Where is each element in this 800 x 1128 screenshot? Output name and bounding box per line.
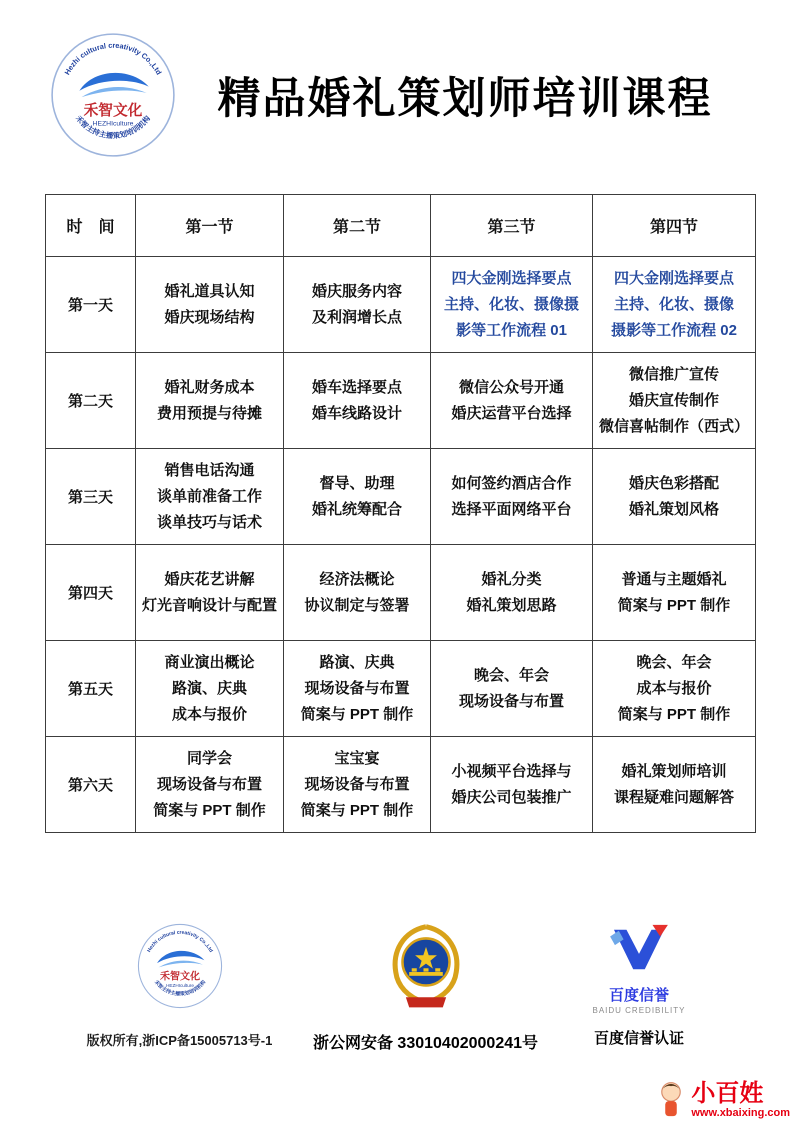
schedule-cell: [284, 545, 431, 641]
logo-arc-bottom-text: 禾智主持主播策划培训机构: [73, 113, 153, 141]
schedule-cell: [136, 257, 284, 353]
row-header-day: 第五天: [46, 641, 136, 737]
schedule-cell: [136, 737, 284, 833]
cell-line: 灯光音响设计与配置: [141, 596, 277, 614]
cell-line: 谈单技巧与话术: [156, 513, 262, 531]
logo-arc-bottom-text: 禾智主持主播策划培训机构: [152, 979, 207, 998]
cell-line: 协议制定与签署: [304, 596, 410, 614]
row-header-day: 第三天: [46, 449, 136, 545]
schedule-cell: [284, 737, 431, 833]
cell-line: 婚礼策划师培训: [621, 762, 727, 780]
cell-line: 婚庆宣传制作: [628, 391, 719, 409]
schedule-cell: [593, 257, 756, 353]
company-logo: [50, 32, 176, 158]
footer-left: [72, 923, 287, 1049]
cell-line: 同学会: [186, 749, 232, 767]
logo-name-text: 禾智文化: [83, 102, 143, 119]
table-row: [46, 545, 756, 641]
cell-line: 简案与 PPT 制作: [300, 705, 414, 723]
footer: [0, 923, 800, 1053]
baidu-credit-title: 百度信誉: [608, 987, 669, 1004]
company-logo-small: [137, 923, 223, 1009]
table-row: [46, 449, 756, 545]
row-header-day: 第二天: [46, 353, 136, 449]
row-header-day: 第四天: [46, 545, 136, 641]
watermark-texts: [691, 1081, 790, 1118]
cell-line: 及利润增长点: [311, 308, 402, 326]
icp-text: 版权所有,浙ICP备15005713号-1: [86, 1033, 273, 1048]
cell-line: 婚庆运营平台选择: [451, 404, 572, 422]
cell-line: 成本与报价: [171, 705, 247, 723]
cell-line: 如何签约酒店合作: [451, 474, 572, 492]
table-row: [46, 737, 756, 833]
footer-right: [564, 923, 714, 1048]
cell-line: 小视频平台选择与: [451, 762, 572, 780]
cell-line: 婚庆花艺讲解: [164, 570, 255, 588]
schedule-cell: [431, 737, 593, 833]
cell-line: 简案与 PPT 制作: [617, 596, 731, 614]
schedule-cell: [431, 545, 593, 641]
logo-name-text: 禾智文化: [159, 971, 200, 983]
row-header-day: 第六天: [46, 737, 136, 833]
header: [0, 0, 800, 158]
hezhi-logo-icon: [50, 32, 176, 158]
cell-line: 课程疑难问题解答: [613, 788, 734, 806]
cell-line: 经济法概论: [319, 570, 395, 588]
cell-line: 婚礼统筹配合: [311, 500, 402, 518]
schedule-cell: [284, 641, 431, 737]
cell-line: 摄影等工作流程 02: [611, 321, 737, 339]
schedule-cell: [136, 449, 284, 545]
cell-line: 微信推广宣传: [628, 365, 719, 383]
table-row: [46, 353, 756, 449]
col-header-session-2: 第二节: [284, 195, 431, 257]
cell-line: 路演、庆典: [319, 653, 395, 671]
site-watermark: [656, 1080, 790, 1120]
cell-line: 现场设备与布置: [304, 775, 410, 793]
cell-line: 商业演出概论: [164, 653, 255, 671]
police-registration-text: 浙公网安备 33010402000241号: [312, 1035, 539, 1052]
schedule-cell: [431, 641, 593, 737]
cell-line: 微信公众号开通: [458, 378, 564, 396]
schedule-cell: [284, 449, 431, 545]
schedule-cell: [136, 353, 284, 449]
schedule-cell: [431, 257, 593, 353]
schedule-cell: [284, 353, 431, 449]
col-header-session-1: 第一节: [136, 195, 284, 257]
logo-arc-top-text: Hezhi cultural creativity Co.,Ltd: [62, 40, 164, 77]
baidu-cert-text: 百度信誉认证: [593, 1030, 684, 1047]
row-header-day: 第一天: [46, 257, 136, 353]
schedule-cell: [136, 641, 284, 737]
cell-line: 路演、庆典: [171, 679, 247, 697]
cell-line: 晚会、年会: [473, 666, 549, 684]
cell-line: 晚会、年会: [636, 653, 712, 671]
cell-line: 简案与 PPT 制作: [617, 705, 731, 723]
baidu-credit-subtitle: BAIDU CREDIBILITY: [592, 1006, 686, 1015]
cell-line: 费用预提与待摊: [156, 404, 262, 422]
cell-line: 现场设备与布置: [304, 679, 410, 697]
logo-name-en-text: HEZHIculture: [165, 982, 194, 988]
mascot-icon: [656, 1080, 686, 1120]
cell-line: 婚车选择要点: [311, 378, 402, 396]
logo-name-en-text: HEZHIculture: [92, 120, 134, 128]
footer-center: [308, 923, 543, 1053]
cell-line: 成本与报价: [636, 679, 712, 697]
baidu-credibility-icon: [608, 923, 670, 975]
schedule-cell: [593, 641, 756, 737]
cell-line: 婚礼策划思路: [466, 596, 557, 614]
cell-line: 主持、化妆、摄像: [613, 295, 734, 313]
cell-line: 四大金刚选择要点: [613, 269, 734, 287]
cell-line: 婚礼分类: [481, 570, 542, 588]
table-row: [46, 641, 756, 737]
page-title: 精品婚礼策划师培训课程: [217, 74, 713, 123]
logo-arc-top-text: Hezhi cultural creativity Co.,Ltd: [145, 929, 214, 954]
cell-line: 选择平面网络平台: [451, 500, 572, 518]
schedule-table: [45, 194, 756, 833]
cell-line: 谈单前准备工作: [156, 487, 262, 505]
cell-line: 婚礼财务成本: [164, 378, 255, 396]
col-header-time: 时 间: [46, 195, 136, 257]
cell-line: 宝宝宴: [334, 749, 380, 767]
cell-line: 婚礼策划风格: [628, 500, 719, 518]
table-row: [46, 257, 756, 353]
cell-line: 婚庆服务内容: [311, 282, 402, 300]
cell-line: 婚车线路设计: [311, 404, 402, 422]
cell-line: 督导、助理: [319, 474, 395, 492]
cell-line: 现场设备与布置: [458, 692, 564, 710]
col-header-session-4: 第四节: [593, 195, 756, 257]
schedule-cell: [431, 449, 593, 545]
schedule-cell: [284, 257, 431, 353]
schedule-cell: [593, 353, 756, 449]
schedule-cell: [593, 545, 756, 641]
cell-line: 简案与 PPT 制作: [300, 801, 414, 819]
table-header-row: [46, 195, 756, 257]
cell-line: 影等工作流程 01: [456, 321, 567, 339]
cell-line: 微信喜帖制作（西式）: [598, 417, 749, 435]
schedule-cell: [593, 449, 756, 545]
table-body: [46, 257, 756, 833]
cell-line: 婚礼道具认知: [164, 282, 255, 300]
cell-line: 婚庆公司包装推广: [451, 788, 572, 806]
cell-line: 普通与主题婚礼: [621, 570, 727, 588]
cell-line: 销售电话沟通: [164, 461, 255, 479]
cell-line: 婚庆色彩搭配: [628, 474, 719, 492]
cell-line: 现场设备与布置: [156, 775, 262, 793]
cell-line: 婚庆现场结构: [164, 308, 255, 326]
col-header-session-3: 第三节: [431, 195, 593, 257]
hezhi-logo-icon: [137, 923, 223, 1009]
cell-line: 四大金刚选择要点: [451, 269, 572, 287]
schedule-cell: [431, 353, 593, 449]
schedule-cell: [136, 545, 284, 641]
watermark-name: 小百姓: [691, 1080, 764, 1108]
police-badge-icon: [384, 923, 468, 1011]
watermark-url: www.xbaixing.com: [691, 1106, 790, 1119]
cell-line: 简案与 PPT 制作: [153, 801, 266, 819]
schedule-cell: [593, 737, 756, 833]
cell-line: 主持、化妆、摄像摄: [443, 295, 579, 313]
